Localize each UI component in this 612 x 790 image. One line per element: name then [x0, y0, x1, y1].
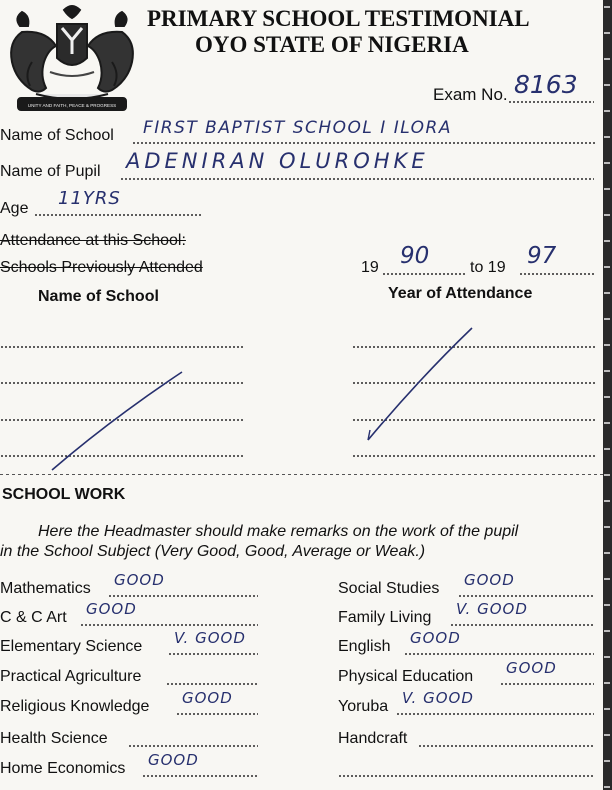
subject-dotline: [176, 713, 258, 715]
attendance-from-prefix: 19: [361, 259, 379, 276]
subject-remark: GOOD: [464, 571, 515, 589]
edge-tick: [604, 84, 610, 86]
exam-no-label: Exam No.: [433, 85, 508, 104]
subject-dotline: [108, 595, 258, 597]
pupil-name-label: Name of Pupil: [0, 163, 101, 180]
edge-tick: [604, 58, 610, 60]
edge-tick: [604, 630, 610, 632]
subject-remark: GOOD: [86, 600, 137, 618]
pupil-name-value: ADENIRAN OLUROHKE: [126, 149, 429, 173]
edge-tick: [604, 396, 610, 398]
subject-label: Practical Agriculture: [0, 668, 142, 685]
edge-tick: [604, 162, 610, 164]
subject-remark: GOOD: [410, 629, 461, 647]
subject-remark: V. GOOD: [456, 600, 528, 618]
subject-dotline: [128, 745, 258, 747]
subject-dotline: [338, 775, 594, 777]
edge-tick: [604, 708, 610, 710]
subject-dotline: [80, 624, 258, 626]
subject-dotline: [404, 653, 594, 655]
attendance-to-label: to 19: [470, 259, 506, 276]
school-work-instructions-2: in the School Subject (Very Good, Good, Average or Weak.): [0, 543, 426, 560]
subject-remark: GOOD: [182, 689, 233, 707]
edge-tick: [604, 474, 610, 476]
school-work-heading: SCHOOL WORK: [2, 486, 126, 503]
edge-tick: [604, 786, 610, 788]
document-subtitle: OYO STATE OF NIGERIA: [195, 32, 469, 57]
col-header-school: Name of School: [38, 288, 159, 305]
edge-tick: [604, 656, 610, 658]
edge-tick: [604, 32, 610, 34]
edge-tick: [604, 604, 610, 606]
subject-label: Health Science: [0, 730, 108, 747]
edge-tick: [604, 500, 610, 502]
edge-tick: [604, 760, 610, 762]
subject-dotline: [142, 775, 258, 777]
school-name-label: Name of School: [0, 127, 114, 144]
edge-tick: [604, 240, 610, 242]
subject-dotline: [418, 745, 594, 747]
subject-dotline: [166, 683, 258, 685]
edge-tick: [604, 214, 610, 216]
subject-remark: GOOD: [114, 571, 165, 589]
subject-remark: GOOD: [506, 659, 557, 677]
edge-tick: [604, 578, 610, 580]
subject-label: C & C Art: [0, 609, 67, 626]
subject-label: Family Living: [338, 609, 432, 626]
edge-tick: [604, 292, 610, 294]
subject-dotline: [396, 713, 594, 715]
subject-label: Mathematics: [0, 580, 91, 597]
subject-remark: V. GOOD: [174, 629, 246, 647]
exam-no-value: 8163: [514, 70, 578, 99]
edge-tick: [604, 422, 610, 424]
crest-motto: UNITY AND FAITH, PEACE & PROGRESS: [27, 103, 117, 108]
previous-schools-label: Schools Previously Attended: [0, 259, 203, 276]
edge-tick: [604, 448, 610, 450]
edge-tick: [604, 526, 610, 528]
edge-tick: [604, 136, 610, 138]
subject-label: Handcraft: [338, 730, 408, 747]
section-divider: [0, 474, 603, 475]
attendance-from-value: 90: [400, 243, 430, 269]
document-title: PRIMARY SCHOOL TESTIMONIAL: [147, 6, 530, 31]
subject-label: Home Economics: [0, 760, 126, 777]
subject-label: Social Studies: [338, 580, 440, 597]
edge-tick: [604, 734, 610, 736]
school-name-value: FIRST BAPTIST SCHOOL I ILORA: [143, 118, 452, 138]
edge-tick: [604, 552, 610, 554]
edge-tick: [604, 110, 610, 112]
subject-label: Yoruba: [338, 698, 389, 715]
age-value: 11YRS: [58, 188, 121, 209]
edge-tick: [604, 6, 610, 8]
age-label: Age: [0, 200, 29, 217]
edge-tick: [604, 318, 610, 320]
subject-remark: GOOD: [148, 751, 199, 769]
subject-label: Elementary Science: [0, 638, 143, 655]
subject-dotline: [458, 595, 594, 597]
subject-dotline: [500, 683, 594, 685]
subject-label: Physical Education: [338, 668, 474, 685]
edge-tick: [604, 266, 610, 268]
edge-tick: [604, 682, 610, 684]
edge-tick: [604, 370, 610, 372]
subject-label: Religious Knowledge: [0, 698, 150, 715]
subject-dotline: [168, 653, 258, 655]
scanner-edge: [603, 0, 612, 790]
attendance-to-value: 97: [527, 243, 557, 269]
edge-tick: [604, 188, 610, 190]
subject-remark: V. GOOD: [402, 689, 474, 707]
subject-dotline: [450, 624, 594, 626]
edge-tick: [604, 344, 610, 346]
col-header-year: Year of Attendance: [388, 285, 533, 302]
subject-label: English: [338, 638, 391, 655]
attendance-label: Attendance at this School:: [0, 232, 186, 249]
school-work-instructions-1: Here the Headmaster should make remarks on the work of the pupil: [38, 523, 519, 540]
